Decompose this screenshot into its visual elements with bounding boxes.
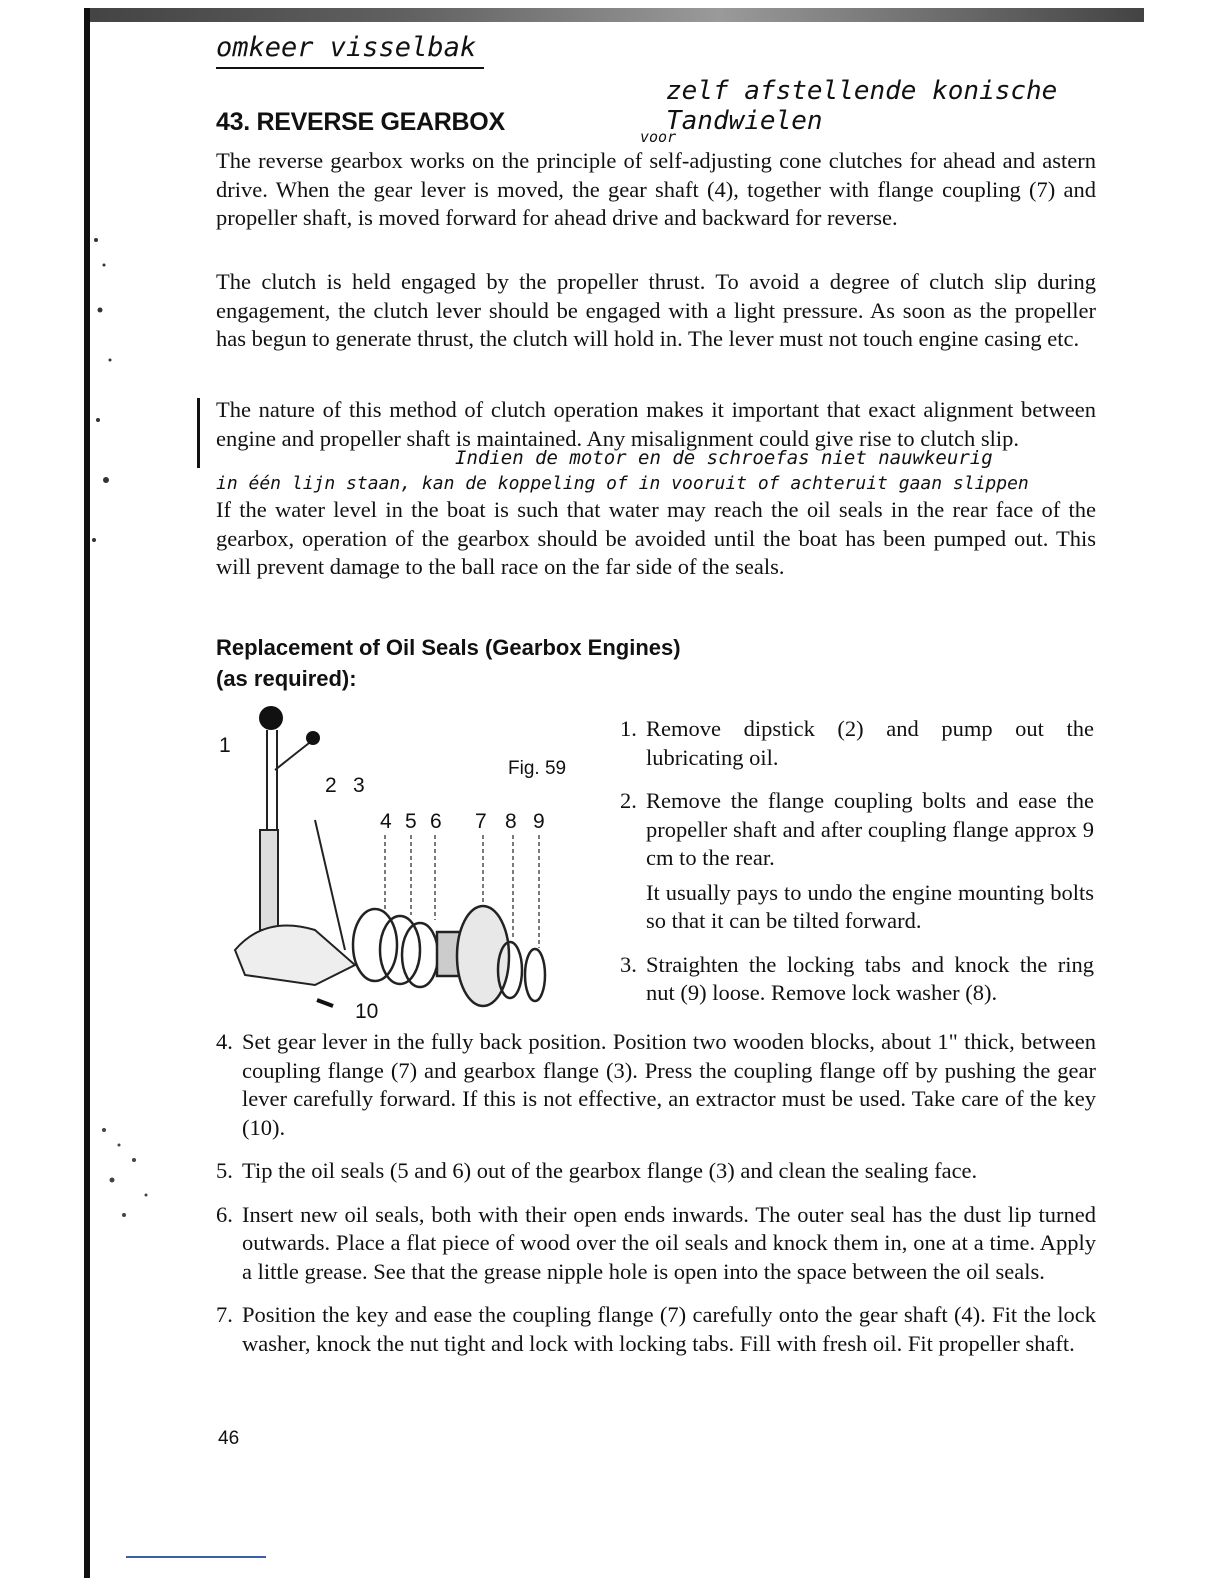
paragraph-principle: The reverse gearbox works on the principle of self-adjusting cone clutches for ahead and astern drive. When the gear lever is moved, the gear shaft (4), together with flange coupling (7) and propeller shaft, is moved forward for ahead drive and backward for reverse. bbox=[216, 148, 1096, 230]
scan-bottom-line bbox=[126, 1556, 266, 1558]
handwritten-title-note: omkeer visselbak bbox=[216, 32, 484, 69]
handwritten-top-note: zelf afstellende konische Tandwielen bbox=[666, 76, 1058, 136]
step-text: Straighten the locking tabs and knock the ring nut (9) loose. Remove lock washer (8). bbox=[646, 951, 1094, 1005]
step-3 bbox=[620, 951, 1094, 1008]
step-number: 6. bbox=[216, 1201, 233, 1227]
margin-mark bbox=[197, 398, 200, 468]
gear-lever-knob-icon bbox=[259, 706, 283, 730]
step-note: It usually pays to undo the engine mounting bolts so that it can be tilted forward. bbox=[646, 879, 1094, 933]
step-7 bbox=[216, 1301, 1096, 1358]
paragraph-clutch-engagement: The clutch is held engaged by the propeller thrust. To avoid a degree of clutch slip during engagement, the clutch lever should be engaged with a light pressure. As soon as the propeller has begun to generate thrust, the clutch will hold in. The lever must not touch engine casing etc. bbox=[216, 269, 1096, 351]
step-number: 2. bbox=[620, 788, 637, 813]
subsection-title-line-1: Replacement of Oil Seals (Gearbox Engines) bbox=[216, 635, 681, 660]
step-text: Tip the oil seals (5 and 6) out of the gearbox flange (3) and clean the sealing face. bbox=[242, 1158, 978, 1183]
step-text: Remove the flange coupling bolts and ease the propeller shaft and after coupling flange approx 9 cm to the rear. bbox=[646, 788, 1094, 870]
gearbox-figure bbox=[205, 700, 595, 1030]
callout-7: 7 bbox=[475, 810, 487, 833]
scan-speckle-lower bbox=[84, 1120, 174, 1240]
step-2 bbox=[620, 787, 1094, 936]
dipstick-knob-icon bbox=[306, 731, 320, 745]
step-number: 7. bbox=[216, 1302, 233, 1327]
subsection-title bbox=[216, 632, 816, 694]
step-6 bbox=[216, 1201, 1096, 1287]
step-5 bbox=[216, 1157, 1096, 1186]
step-text: Insert new oil seals, both with their open ends inwards. The outer seal has the dust lip turned outwards. Place a flat piece of wood over the oil seals and knock them in, one at a time. Apply a little grease. See that the grease nipple hole is open into the space between the oil seals. bbox=[242, 1201, 1096, 1284]
callout-10: 10 bbox=[355, 1000, 379, 1023]
callout-3: 3 bbox=[353, 774, 365, 797]
handwritten-dutch-line-2: in één lijn staan, kan de koppeling of in vooruit of achteruit gaan slippen bbox=[216, 473, 1029, 494]
page-number: 46 bbox=[218, 1428, 240, 1449]
step-text: Set gear lever in the fully back position. Position two wooden blocks, about 1" thick, between coupling flange (7) and gearbox flange (3). Press the coupling flange off by pushing the gear lever carefully forward. If this is not effective, an extractor must be used. Take care of the key (10). bbox=[242, 1029, 1096, 1140]
steps-beside-figure bbox=[620, 715, 1094, 1023]
callout-4: 4 bbox=[380, 810, 392, 833]
callout-9: 9 bbox=[533, 810, 545, 833]
step-number: 1. bbox=[620, 716, 637, 741]
figure-caption: Fig. 59 bbox=[508, 758, 567, 779]
step-number: 5. bbox=[216, 1158, 233, 1183]
step-4 bbox=[216, 1028, 1096, 1142]
key-10-icon bbox=[317, 1000, 333, 1006]
scan-speckle-upper bbox=[84, 220, 174, 580]
callout-5: 5 bbox=[405, 810, 417, 833]
callout-8: 8 bbox=[505, 810, 517, 833]
handwritten-voor-note: voor bbox=[640, 128, 677, 146]
step-number: 4. bbox=[216, 1029, 233, 1054]
callout-1: 1 bbox=[219, 734, 231, 757]
scan-edge-top bbox=[84, 8, 1144, 22]
step-1 bbox=[620, 715, 1094, 772]
paragraph-water-level: If the water level in the boat is such that water may reach the oil seals in the rear face of the gearbox, operation of the gearbox should be avoided until the boat has been pumped out. This will prevent damage to the ball race on the far side of the seals. bbox=[216, 497, 1096, 579]
step-text: Position the key and ease the coupling flange (7) carefully onto the gear shaft (4). Fit the lock washer, knock the nut tight and lock with locking tabs. Fill with fresh oil. Fit propeller shaft. bbox=[242, 1302, 1096, 1356]
step-text: Remove dipstick (2) and pump out the lubricating oil. bbox=[646, 716, 1094, 770]
step-number: 3. bbox=[620, 951, 637, 977]
subsection-title-line-2: (as required): bbox=[216, 666, 357, 691]
callout-2: 2 bbox=[325, 774, 337, 797]
steps-full-width bbox=[216, 1028, 1096, 1373]
ring-nut-9-icon bbox=[525, 949, 545, 1001]
paragraph-alignment: The nature of this method of clutch operation makes it important that exact alignment between engine and propeller shaft is maintained. Any misalignment could give rise to clutch slip. bbox=[216, 397, 1096, 451]
callout-6: 6 bbox=[430, 810, 442, 833]
handwritten-dutch-line-1: Indien de motor en de schroefas niet nauwkeurig bbox=[455, 447, 993, 469]
section-title: 43. REVERSE GEARBOX bbox=[216, 108, 505, 136]
